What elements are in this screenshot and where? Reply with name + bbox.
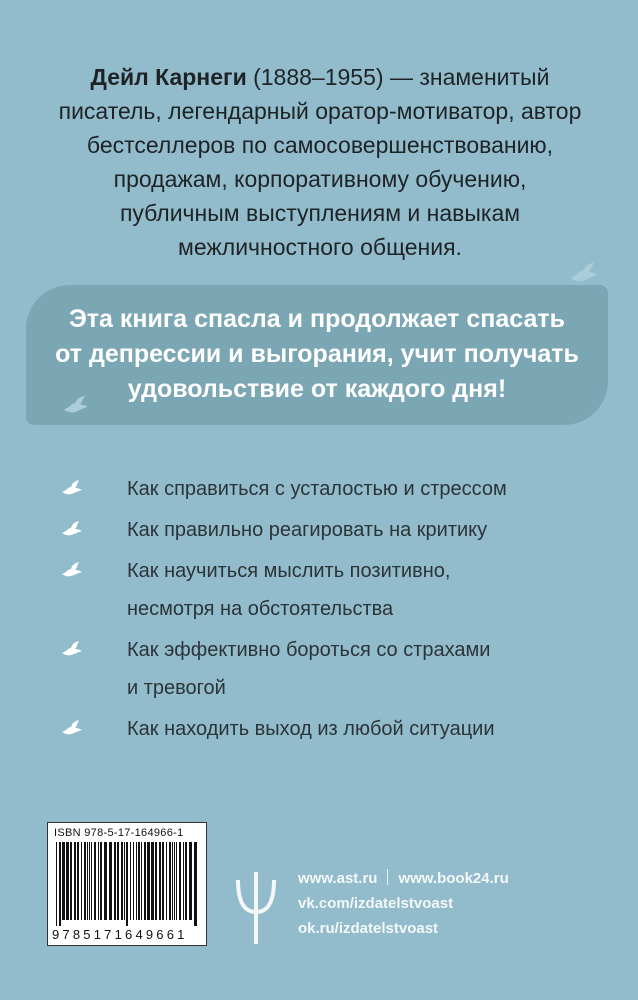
barcode-bar (189, 842, 192, 920)
bird-icon (566, 258, 600, 292)
bird-icon (60, 476, 84, 500)
barcode-bar (130, 842, 131, 920)
list-item: Как справиться с усталостью и стрессом (60, 470, 600, 508)
book24-link[interactable]: www.book24.ru (398, 870, 509, 887)
callout-line-3: удовольствие от каждого дня! (127, 375, 507, 403)
isbn-digits: 9785171649661 (52, 927, 188, 942)
barcode-bar (176, 842, 177, 920)
barcode-bar (98, 842, 99, 920)
barcode-bar (94, 842, 96, 920)
vk-link[interactable]: vk.com/izdatelstvoast (298, 895, 454, 912)
bio-line-2: писатель, легендарный оратор-мотиватор, автор (58, 98, 582, 124)
author-bio (40, 60, 600, 264)
barcode-bar (166, 842, 167, 920)
bird-icon (60, 517, 84, 541)
barcode-bar (141, 842, 142, 920)
divider (387, 869, 388, 885)
barcode-bar (104, 842, 107, 920)
barcode-bar (138, 842, 140, 920)
callout-line-1: Эта книга спасла и продолжает спасать (68, 305, 566, 333)
barcode-bar (74, 842, 76, 920)
barcode-bar (159, 842, 161, 920)
barcode-bar (84, 842, 86, 920)
barcode-bar (109, 842, 112, 920)
barcode-bar (174, 842, 175, 920)
barcode-bar (59, 842, 61, 926)
barcode-bar (124, 842, 125, 920)
author-name: Дейл Карнеги (90, 64, 247, 90)
barcode-bar (155, 842, 157, 920)
feature-list (60, 470, 600, 751)
list-item: Как научиться мыслить позитивно, несмотря на обстоятельства (60, 552, 600, 628)
barcode-bar (133, 842, 134, 920)
barcode-bar (185, 842, 187, 920)
barcode-bar (147, 842, 150, 920)
barcode-bar (87, 842, 88, 920)
callout-line-2: от депрессии и выгорания, учит получать (55, 340, 579, 368)
list-item: Как правильно реагировать на критику (60, 511, 600, 549)
barcode-bar (162, 842, 164, 920)
bio-line-6: межличностного общения. (178, 234, 462, 260)
publisher-links (298, 866, 509, 941)
isbn-label: ISBN 978-5-17-164966-1 (54, 827, 184, 839)
barcode-bar (136, 842, 137, 920)
barcode-bar (117, 842, 119, 920)
barcode-bar (81, 842, 82, 920)
bio-line-3: бестселлеров по самосовершенствованию, (86, 132, 554, 158)
barcode-bar (66, 842, 69, 920)
bird-icon (60, 558, 84, 582)
barcode-bar (169, 842, 171, 920)
barcode-bar (121, 842, 123, 920)
barcode-bar (172, 842, 173, 920)
barcode-bar (114, 842, 116, 920)
barcode-bars (56, 842, 198, 926)
barcode-bar (151, 842, 154, 920)
callout-text (26, 302, 608, 407)
barcode-bar (62, 842, 65, 920)
bird-icon (60, 637, 84, 661)
barcode-bar (70, 842, 72, 920)
barcode-bar (194, 842, 197, 926)
list-item: Как эффективно бороться со страхами и тревогой (60, 631, 600, 707)
bird-icon (60, 716, 84, 740)
links-row-1 (298, 866, 509, 891)
barcode-bar (100, 842, 102, 920)
barcode-bar (126, 842, 128, 926)
barcode-bar (179, 842, 181, 920)
bio-line-4: продажам, корпоративному обучению, (113, 166, 527, 192)
barcode (47, 822, 207, 946)
barcode-bar (56, 842, 57, 926)
ok-link[interactable]: ok.ru/izdatelstvoast (298, 920, 439, 937)
barcode-bar (91, 842, 92, 920)
list-item: Как находить выход из любой ситуации (60, 710, 600, 748)
barcode-bar (89, 842, 90, 920)
ast-link[interactable]: www.ast.ru (298, 870, 378, 887)
barcode-bar (183, 842, 184, 920)
barcode-bar (77, 842, 79, 920)
barcode-bar (144, 842, 146, 920)
bio-line-1: Дейл Карнеги (1888–1955) — знаменитый (90, 64, 550, 90)
bio-line-5: публичным выступлениям и навыкам (119, 200, 521, 226)
psi-logo-icon (232, 868, 280, 946)
